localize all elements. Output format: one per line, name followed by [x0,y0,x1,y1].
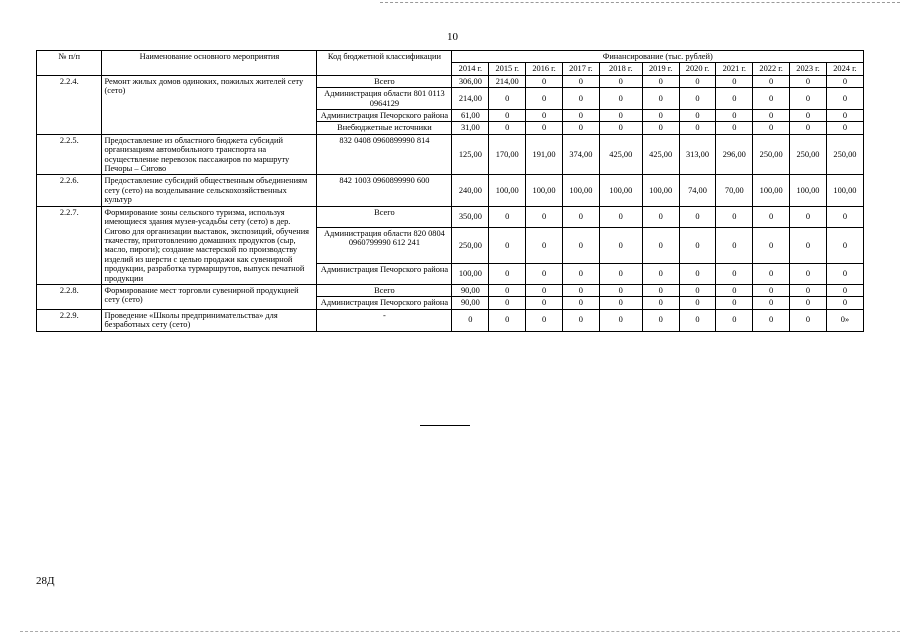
row-value-cell: 0 [642,75,679,87]
table-header [37,51,864,76]
row-value-cell: 0 [679,297,716,309]
row-value-cell: 0 [716,206,753,227]
row-value-cell: 350,00 [452,206,489,227]
row-value-cell: 0 [599,122,642,134]
row-value-cell: 0 [753,110,790,122]
table-row [37,134,864,175]
row-budget-code: Всего [317,75,452,87]
row-value-cell: 313,00 [679,134,716,175]
footer-code: 28Д [36,575,55,587]
row-value-cell: 0 [526,227,563,264]
row-value-cell: 0 [599,284,642,296]
row-value-cell: 0 [716,284,753,296]
row-value-cell: 0 [790,297,827,309]
row-budget-code: Всего [317,284,452,296]
row-value-cell: 170,00 [489,134,526,175]
row-value-cell: 0 [489,110,526,122]
row-value-cell: 70,00 [716,175,753,206]
row-budget-code: Администрация Печорского района [317,110,452,122]
row-value-cell: 0 [489,206,526,227]
table-row [37,75,864,87]
row-value-cell: 0 [526,75,563,87]
row-budget-code: Администрация области 820 0804 0960799990 612 241 [317,227,452,264]
row-value-cell: 0 [790,75,827,87]
row-value-cell: 0 [452,309,489,331]
row-value-cell: 0 [599,110,642,122]
table-row [37,284,864,296]
row-value-cell: 0 [642,227,679,264]
row-value-cell: 0 [679,88,716,110]
row-value-cell: 0 [642,284,679,296]
row-value-cell: 0 [489,122,526,134]
row-value-cell: 0 [562,264,599,285]
row-value-cell: 250,00 [452,227,489,264]
row-value-cell: 0 [753,284,790,296]
row-value-cell: 214,00 [452,88,489,110]
row-value-cell: 0 [826,227,863,264]
row-value-cell: 0 [599,227,642,264]
row-value-cell: 0» [826,309,863,331]
row-value-cell: 0 [526,264,563,285]
row-value-cell: 0 [642,297,679,309]
row-value-cell: 0 [826,110,863,122]
row-value-cell: 0 [753,309,790,331]
row-value-cell: 0 [526,110,563,122]
row-value-cell: 0 [562,206,599,227]
row-value-cell: 0 [790,309,827,331]
row-value-cell: 0 [716,110,753,122]
header-financing: Финансирование (тыс. рублей) [452,51,864,63]
row-number: 2.2.8. [37,284,102,309]
row-value-cell: 0 [753,227,790,264]
row-value-cell: 0 [679,227,716,264]
row-value-cell: 0 [489,227,526,264]
header-name: Наименование основного мероприятия [102,51,317,76]
row-value-cell: 100,00 [790,175,827,206]
row-value-cell: 125,00 [452,134,489,175]
row-value-cell: 0 [599,206,642,227]
row-value-cell: 0 [679,309,716,331]
header-year: 2014 г. [452,63,489,75]
row-value-cell: 0 [716,264,753,285]
row-value-cell: 0 [753,88,790,110]
row-value-cell: 0 [753,122,790,134]
row-value-cell: 296,00 [716,134,753,175]
financing-table [36,50,864,332]
row-number: 2.2.7. [37,206,102,284]
row-value-cell: 31,00 [452,122,489,134]
row-value-cell: 0 [642,88,679,110]
table-row [37,206,864,227]
row-value-cell: 0 [753,75,790,87]
header-year: 2018 г. [599,63,642,75]
row-value-cell: 0 [599,75,642,87]
row-value-cell: 100,00 [826,175,863,206]
header-year: 2022 г. [753,63,790,75]
row-value-cell: 0 [489,284,526,296]
row-value-cell: 0 [642,309,679,331]
row-number: 2.2.4. [37,75,102,134]
header-no: № п/п [37,51,102,76]
row-value-cell: 0 [526,206,563,227]
row-value-cell: 0 [826,88,863,110]
row-value-cell: 0 [826,264,863,285]
row-value-cell: 100,00 [642,175,679,206]
row-value-cell: 0 [562,122,599,134]
separator-line [420,425,470,426]
row-activity-name: Ремонт жилых домов одиноких, пожилых жителей сету (сето) [102,75,317,134]
row-value-cell: 100,00 [562,175,599,206]
row-value-cell: 0 [599,88,642,110]
row-value-cell: 240,00 [452,175,489,206]
row-value-cell: 0 [716,309,753,331]
row-value-cell: 0 [489,309,526,331]
row-value-cell: 0 [790,264,827,285]
table-body [37,75,864,331]
row-activity-name: Предоставление из областного бюджета субсидий организациям автомобильного транспорта на осуществление перевозок пассажиров по маршруту Печоры – Сигово [102,134,317,175]
row-budget-code: Администрация Печорского района [317,297,452,309]
row-value-cell: 0 [790,227,827,264]
row-value-cell: 0 [790,122,827,134]
row-value-cell: 0 [599,297,642,309]
scan-edge-bottom [20,631,900,632]
row-value-cell: 0 [562,88,599,110]
header-year: 2021 г. [716,63,753,75]
row-value-cell: 0 [562,75,599,87]
row-value-cell: 0 [489,297,526,309]
row-number: 2.2.9. [37,309,102,331]
row-number: 2.2.6. [37,175,102,206]
row-value-cell: 0 [716,227,753,264]
row-value-cell: 425,00 [599,134,642,175]
row-value-cell: 0 [562,309,599,331]
row-activity-name: Проведение «Школы предпринимательства» для безработных сету (сето) [102,309,317,331]
row-value-cell: 61,00 [452,110,489,122]
row-value-cell: 250,00 [753,134,790,175]
row-value-cell: 0 [679,122,716,134]
row-value-cell: 0 [716,297,753,309]
row-value-cell: 250,00 [826,134,863,175]
header-year: 2023 г. [790,63,827,75]
row-budget-code: Всего [317,206,452,227]
row-value-cell: 0 [489,264,526,285]
header-year: 2016 г. [526,63,563,75]
scan-edge-top [380,2,900,3]
row-value-cell: 0 [826,122,863,134]
row-value-cell: 0 [526,284,563,296]
row-value-cell: 0 [562,110,599,122]
row-value-cell: 100,00 [526,175,563,206]
row-value-cell: 0 [526,297,563,309]
row-value-cell: 0 [716,122,753,134]
header-year: 2019 г. [642,63,679,75]
row-value-cell: 0 [489,88,526,110]
row-value-cell: 0 [562,297,599,309]
row-number: 2.2.5. [37,134,102,175]
row-value-cell: 0 [790,284,827,296]
row-value-cell: 100,00 [753,175,790,206]
row-value-cell: 100,00 [599,175,642,206]
row-value-cell: 0 [679,206,716,227]
row-value-cell: 0 [599,309,642,331]
row-value-cell: 74,00 [679,175,716,206]
header-year: 2017 г. [562,63,599,75]
row-value-cell: 0 [526,309,563,331]
row-value-cell: 90,00 [452,284,489,296]
row-value-cell: 100,00 [489,175,526,206]
row-value-cell: 90,00 [452,297,489,309]
row-budget-code: - [317,309,452,331]
row-value-cell: 250,00 [790,134,827,175]
header-year: 2024 г. [826,63,863,75]
row-value-cell: 0 [753,297,790,309]
row-value-cell: 0 [679,284,716,296]
header-year: 2020 г. [679,63,716,75]
row-budget-code: 832 0408 0960899990 814 [317,134,452,175]
table-row [37,175,864,206]
row-value-cell: 0 [790,206,827,227]
row-value-cell: 191,00 [526,134,563,175]
row-value-cell: 0 [526,88,563,110]
header-year: 2015 г. [489,63,526,75]
row-value-cell: 0 [526,122,563,134]
row-value-cell: 0 [679,75,716,87]
row-value-cell: 0 [790,88,827,110]
row-value-cell: 0 [716,88,753,110]
row-value-cell: 0 [716,75,753,87]
row-activity-name: Формирование зоны сельского туризма, используя имеющиеся здания музея-усадьбы сету (сето) в дер. Сигово для организации выставок, экспозиций, обучения ткачеству, приготовлению домашних продуктов (сыр, масло, пироги); создание мастерской по производству изделий из шерсти с целью продажи как сувенирной продукции, разработка турмаршрутов, выпуск печатной продукции [102,206,317,284]
row-value-cell: 0 [562,284,599,296]
row-value-cell: 0 [642,206,679,227]
row-budget-code: Внебюджетные источники [317,122,452,134]
row-value-cell: 0 [642,264,679,285]
row-value-cell: 214,00 [489,75,526,87]
table-row [37,309,864,331]
row-value-cell: 374,00 [562,134,599,175]
row-value-cell: 0 [826,297,863,309]
row-value-cell: 0 [753,264,790,285]
row-budget-code: 842 1003 0960899990 600 [317,175,452,206]
header-code: Код бюджетной классификации [317,51,452,76]
row-value-cell: 0 [679,110,716,122]
page-number: 10 [447,31,458,43]
row-value-cell: 0 [826,206,863,227]
row-value-cell: 0 [679,264,716,285]
row-budget-code: Администрация области 801 0113 0964129 [317,88,452,110]
row-value-cell: 0 [826,75,863,87]
row-value-cell: 0 [753,206,790,227]
row-value-cell: 0 [826,284,863,296]
row-budget-code: Администрация Печорского района [317,264,452,285]
row-value-cell: 0 [642,122,679,134]
row-value-cell: 0 [790,110,827,122]
row-value-cell: 100,00 [452,264,489,285]
row-value-cell: 0 [562,227,599,264]
row-value-cell: 425,00 [642,134,679,175]
row-value-cell: 306,00 [452,75,489,87]
row-value-cell: 0 [642,110,679,122]
row-value-cell: 0 [599,264,642,285]
row-activity-name: Формирование мест торговли сувенирной продукцией сету (сето) [102,284,317,309]
row-activity-name: Предоставление субсидий общественным объединениям сету (сето) на возделывание сельскохозяйственных культур [102,175,317,206]
